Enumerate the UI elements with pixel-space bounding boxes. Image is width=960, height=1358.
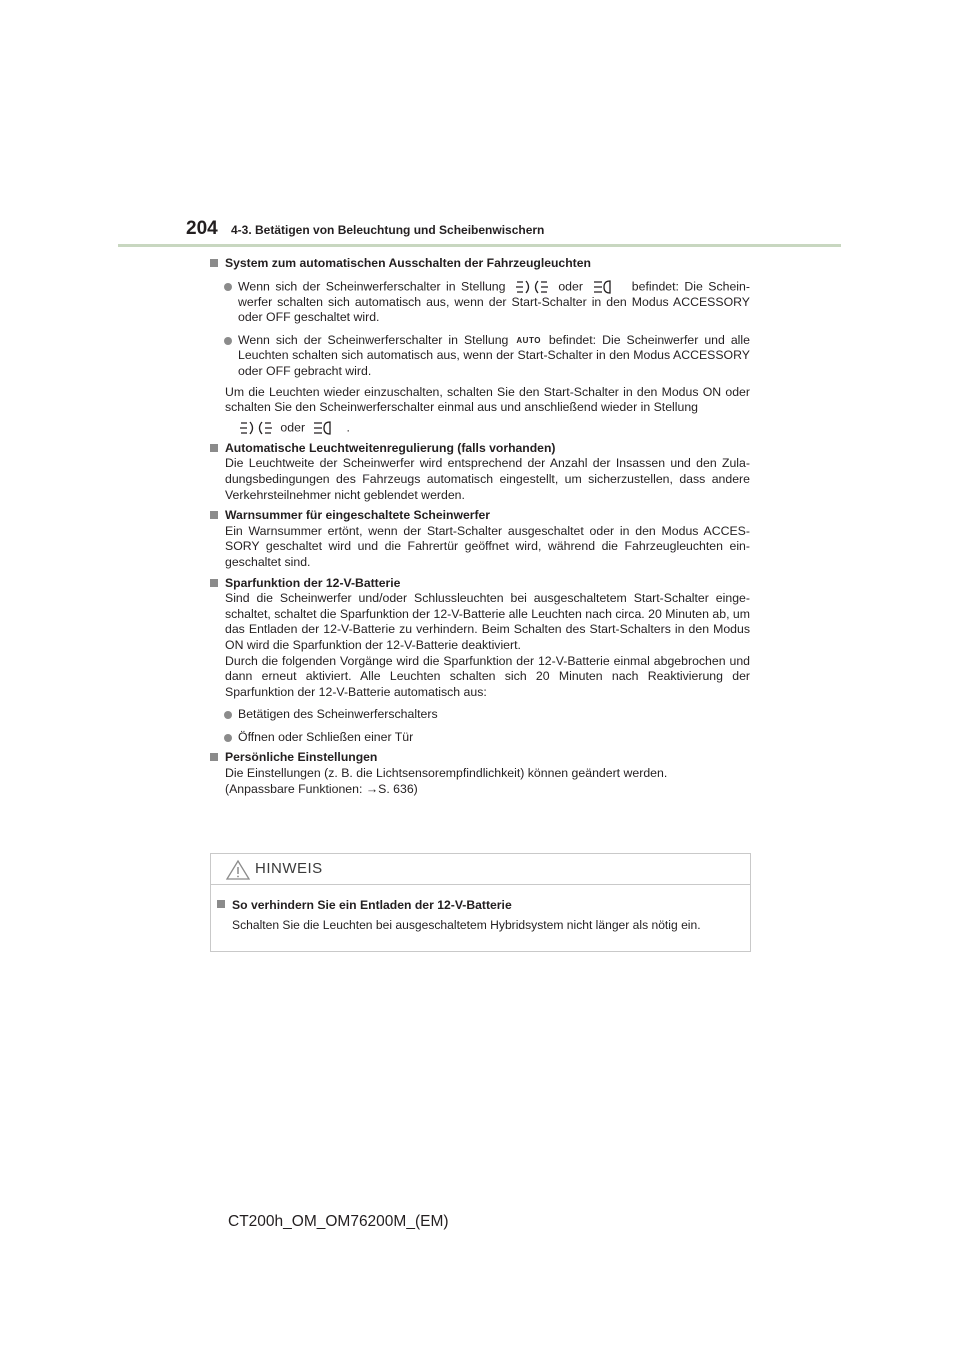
header-divider xyxy=(118,244,841,247)
round-bullet-icon xyxy=(224,734,232,742)
round-bullet-icon xyxy=(224,711,232,719)
notice-heading: So verhindern Sie ein Entladen der 12-V-Batterie xyxy=(217,897,737,913)
paragraph: Sind die Scheinwerfer und/oder Schlussleuchten bei ausgeschaltetem Start-Schalter eingeschaltet, schaltet die Sparfunktion der 12-V-Batterie alle Leuchten nach circa. 20 Minuten ab, um das Entladen der 12-V-Batterie zu verhindern. Beim Schalten des Start-Schalters in den Modus ON wird die Sparfunktion der 12-V-Batterie deaktiviert. xyxy=(225,591,750,652)
list-item: Öffnen oder Schließen einer Tür xyxy=(210,730,750,746)
round-bullet-icon xyxy=(224,337,232,345)
cross-reference: (Anpassbare Funktionen: →S. 636) xyxy=(225,781,418,796)
auto-position-label: AUTO xyxy=(516,335,541,345)
round-bullet-icon xyxy=(224,283,232,291)
paragraph: Um die Leuchten wieder einzuschalten, schalten Sie den Start-Schalter in den Modus ON oder schalten Sie den Scheinwerferschalter einmal aus und anschließend wieder in Stellung oder . xyxy=(225,384,750,435)
section-title: 4-3. Betätigen von Beleuchtung und Scheibenwischern xyxy=(231,223,545,237)
paragraph: Die Leuchtweite der Scheinwerfer wird entsprechend der Anzahl der Insassen und den Zuladungsbedingungen des Fahrzeugs automatisch eingestellt, um sicherzustellen, dass andere Verkehrsteilnehmer nicht geblendet werden. xyxy=(225,456,750,502)
paragraph: Die Einstellungen (z. B. die Lichtsensorempfindlichkeit) können geändert werden. xyxy=(225,766,668,781)
headlight-icon xyxy=(312,420,342,436)
headlight-icon xyxy=(592,279,622,295)
section-personal-settings xyxy=(210,750,750,797)
notice-box xyxy=(210,853,751,952)
square-bullet-icon xyxy=(210,511,218,519)
tail-light-icon xyxy=(515,279,549,295)
section-auto-off xyxy=(210,256,750,436)
section-heading: System zum automatischen Ausschalten der Fahrzeugleuchten xyxy=(210,256,750,272)
notice-header xyxy=(211,854,750,885)
page-number: 204 xyxy=(186,218,218,239)
square-bullet-icon xyxy=(210,444,218,452)
notice-text: Schalten Sie die Leuchten bei ausgeschaltetem Hybridsystem nicht länger als nötig ein. xyxy=(232,918,701,932)
section-heading: Warnsummer für eingeschaltete Scheinwerfer xyxy=(210,508,750,524)
section-heading: Automatische Leuchtweitenregulierung (falls vorhanden) xyxy=(210,441,750,457)
warning-triangle-icon xyxy=(225,859,251,881)
section-leveling xyxy=(210,441,750,503)
square-bullet-icon xyxy=(217,900,225,908)
notice-body xyxy=(217,897,737,933)
square-bullet-icon xyxy=(210,579,218,587)
square-bullet-icon xyxy=(210,753,218,761)
tail-light-icon xyxy=(239,420,273,436)
list-item: Wenn sich der Scheinwerferschalter in Stellung oder befindet: Die Scheinwerfer schalten sich automatisch aus, wenn der Start-Schalter in den Modus ACCESSORY oder OFF geschaltet wird. xyxy=(210,279,750,326)
square-bullet-icon xyxy=(210,259,218,267)
section-heading: Sparfunktion der 12-V-Batterie xyxy=(210,576,750,592)
notice-title: HINWEIS xyxy=(255,860,323,877)
list-item: Wenn sich der Scheinwerferschalter in Stellung AUTO befindet: Die Scheinwerfer und alle Leuchten schalten sich automatisch aus, wenn der Start-Schalter in den Modus ACCESSORY oder OFF gebracht wird. xyxy=(210,333,750,380)
section-battery-saver xyxy=(210,576,750,746)
paragraph: Ein Warnsummer ertönt, wenn der Start-Schalter ausgeschaltet oder in den Modus ACCESSORY geschaltet wird und die Fahrertür geöffnet wird, während die Fahrzeugleuchten eingeschaltet sind. xyxy=(225,523,750,569)
section-buzzer xyxy=(210,508,750,570)
paragraph: Durch die folgenden Vorgänge wird die Sparfunktion der 12-V-Batterie einmal abgebrochen und dann erneut aktiviert. Alle Leuchten schalten sich 20 Minuten nach Reaktivierung der Sparfunktion der 12-V-Batterie automatisch aus: xyxy=(225,653,750,699)
main-content xyxy=(210,256,750,802)
list-item: Betätigen des Scheinwerferschalters xyxy=(210,707,750,723)
footer-doc-code: CT200h_OM_OM76200M_(EM) xyxy=(228,1213,449,1230)
section-heading: Persönliche Einstellungen xyxy=(210,750,750,766)
page-header xyxy=(186,216,846,246)
